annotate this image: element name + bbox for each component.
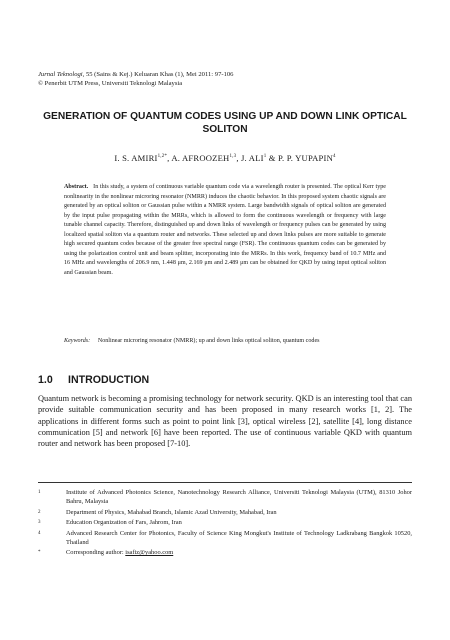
author-affiliation-mark: 1,2* [157,154,168,160]
abstract-text: In this study, a system of continuous variable quantum code via a wavelength router is presented. The optical Kerr type nonlinearity in the nonlinear microring resonator (NMRR) induces the chaotic behavior. In this proposed system chaotic signals are generated by an optical soliton or Gaussian pulse within a NMRR system. Large bandwidth signals of optical soliton are generated by the input pulse propagating within the MRRs, which is allowed to form the continuous wavelength or frequency with large tunable channel capacity. Therefore, distinguished up and down links of wavelength or frequency pulses can be generated by using localized spatial soliton via a quantum router and networks. These selected up and down links pulses are more suitable to generate high secured quantum codes because of the greater free spectral range (FSR). The continuous quantum codes can be generated by using the polarization control unit and beam splitter, incorporating into the MRRs. In this work, frequency band of 10.7 MHz and 16 MHz and wavelengths of 206.9 nm, 1.448 μm, 2.169 μm and 2.489 μm can be obtained for QKD by using input optical soliton and Gaussian beam. [64,184,387,276]
journal-issue: , 55 (Sains & Kej.) Keluaran Khas (1), Mei 2011: 97-106 [82,71,234,78]
footnote-mark: 1 [38,490,41,495]
section-title: INTRODUCTION [68,374,150,386]
introduction-paragraph [38,393,412,450]
footnote-text [66,548,412,557]
journal-name: Jurnal Teknologi [38,71,83,78]
author-separator: & [266,153,278,163]
author-separator: , [167,153,172,163]
footnote [38,518,412,527]
keywords [64,337,386,346]
footnote-divider [38,482,412,483]
author-list [40,153,410,163]
footnote-mark: * [38,550,41,555]
footnote-mark: 3 [38,520,41,525]
corresponding-author-label: Corresponding author: [66,549,126,556]
journal-header [38,70,418,88]
keywords-label: Keywords: [64,338,91,344]
author-affiliation-mark: 1 [263,154,267,160]
footnote-text: Advanced Research Center for Photonics, Faculty of Science King Mongkut's Institute of Technology Ladkrabang Bangkok 10520, Thailand [66,529,412,546]
introduction-text: Quantum network is becoming a promising technology for network security. QKD is an interesting tool that can provide suitable communication security and has been proposed in many research works [1, 2]. The applications in different forms such as point to point link [3], optical wireless [2], satellite [4], long distance communication [5] and network [6] have been reported. The use of continuous variable QKD with quantum router and network has been proposed [7-10]. [38,394,412,449]
author-name: J. ALI [241,153,264,163]
footnote-mark: 4 [38,530,41,536]
footnote [38,488,412,506]
footnote-text: Education Organization of Fars, Jahrom, Iran [66,519,182,526]
copyright-line: © Penerbit UTM Press, Universiti Teknologi Malaysia [38,80,183,87]
journal-citation [38,70,418,79]
author-name: A. AFROOZEH [171,153,230,163]
author-affiliation-mark: 1,3 [229,154,237,160]
section-heading [38,374,149,386]
section-number: 1.0 [38,374,53,386]
author-name: P. P. YUPAPIN [278,153,333,163]
paper-title: GENERATION OF QUANTUM CODES USING UP AND DOWN LINK OPTICAL SOLITON [43,111,407,135]
author-separator: , [236,153,242,163]
footnote-mark: 2 [38,509,41,515]
keywords-text: Nonlinear microring resonator (NMRR); up and down links optical soliton, quantum codes [97,338,320,344]
footnotes [38,488,412,557]
footnote [38,508,412,517]
author-affiliation-mark: 4 [332,154,336,160]
footnote [38,548,412,557]
author-name: I. S. AMIRI [114,153,158,163]
abstract-label: Abstract. [64,184,89,190]
footnote-text: Department of Physics, Mahabad Branch, Islamic Azad University, Mahabad, Iran [66,508,277,516]
abstract [64,183,386,278]
footnote [38,529,412,547]
corresponding-author-email-link[interactable]: isafiz@yahoo.com [125,549,174,556]
footnote-text: Institute of Advanced Photonics Science, Nanotechnology Research Alliance, Universiti Teknologi Malaysia (UTM), 81310 Johor Bahru, Malaysia [66,489,412,505]
